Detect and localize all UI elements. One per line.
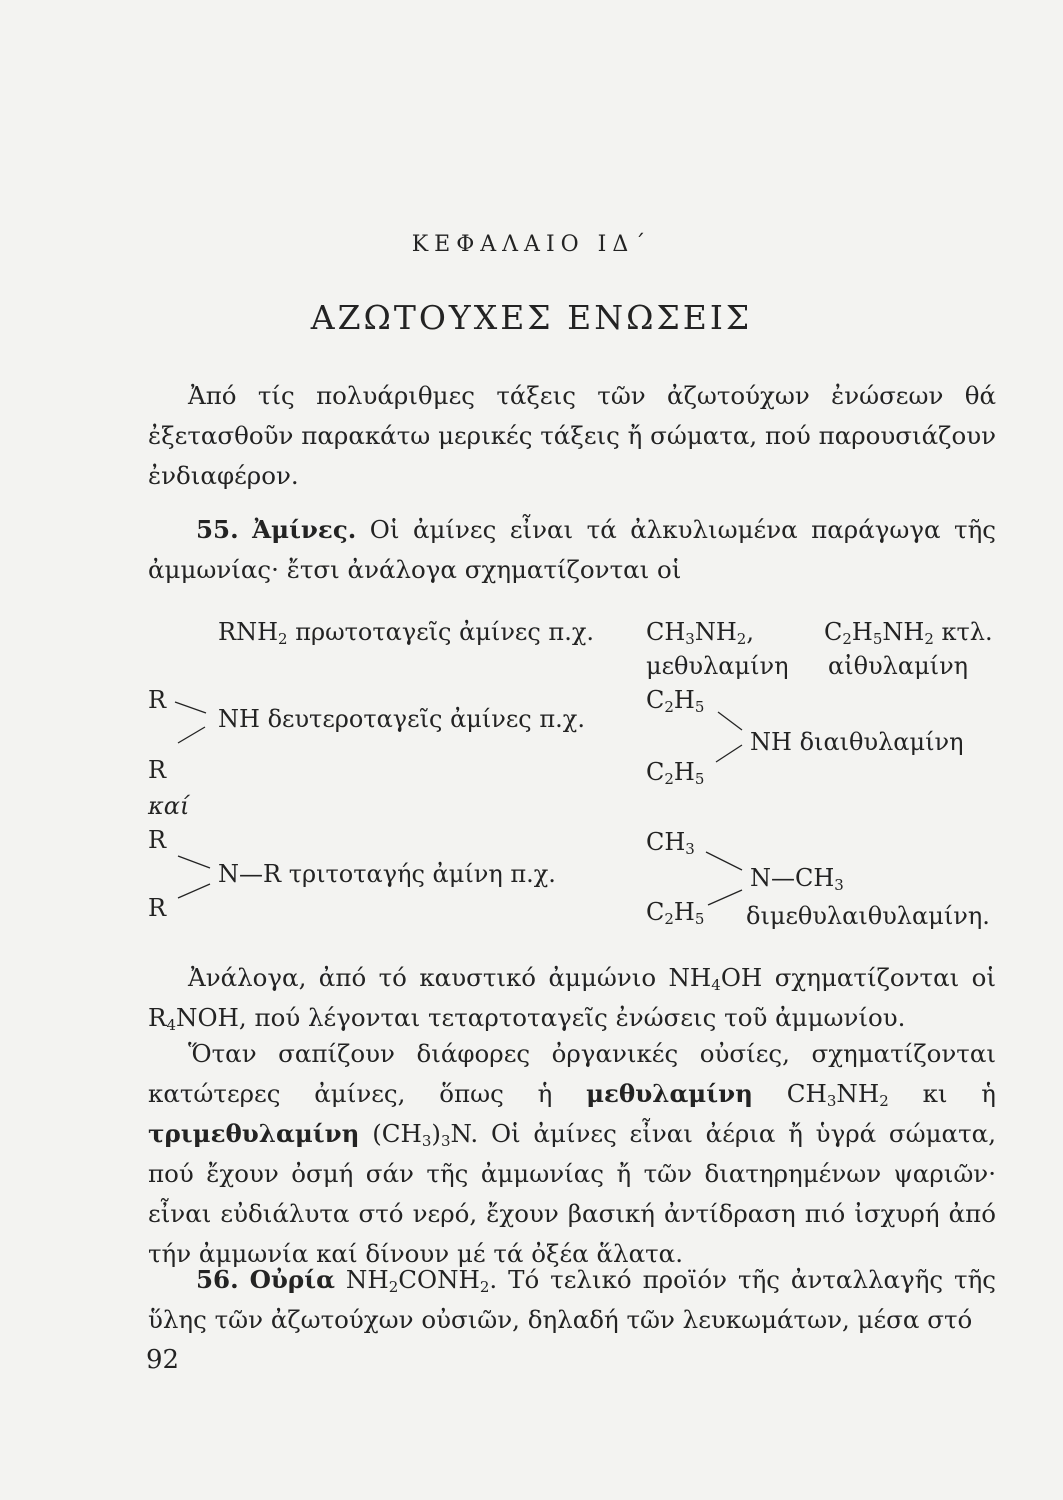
bond-line [706, 852, 742, 870]
page-number: 92 [146, 1345, 180, 1375]
quaternary-paragraph: Ἀνάλογα, ἀπό τό καυστικό ἀμμώνιο $NH_4OH$ σχηματίζονται οἱ $R_4NOH$, πού λέγονται τεταρτοταγεῖς ἐνώσεις τοῦ ἀμμωνίου. [148, 963, 996, 1034]
bond-line [178, 856, 210, 868]
methylamine-name: μεθυλαμίνη [646, 652, 789, 680]
section-55-number: 55. [196, 515, 239, 544]
primary-amine-formula: $RNH_2$ πρωτοταγεῖς ἀμίνες π.χ. [218, 618, 594, 648]
bond-line [178, 727, 205, 743]
and-word: καί [148, 792, 190, 820]
putrefaction-paragraph: Ὅταν σαπίζουν διάφορες ὀργανικές οὐσίες, σχηματίζονται κατώτερες ἀμίνες, ὅπως ἡ μεθυλαμίνη $CH_3NH_2$ κι ἡ τριμεθυλαμίνη $(CH_3)_3N$. Οἱ ἀμίνες εἶναι ἀέρια ἤ ὑγρά σώματα, πού ἔχουν ὀσμή σάν τῆς ἀμμωνίας ἤ τῶν διατηρημένων ψαριῶν· εἶναι εὐδιάλυτα στό νερό, ἔχουν βασική ἀντίδραση πιό ἰσχυρή ἀπό τήν ἀμμωνία καί δίνουν μέ τά ὀξέα ἅλατα. [148, 1039, 996, 1268]
dmea-bottom-group: $C_2H_5$ [646, 898, 705, 928]
diethylamine-bottom-group: $C_2H_5$ [646, 758, 705, 788]
bond-line [716, 745, 742, 762]
secondary-amine-general: NH δευτεροταγεῖς ἀμίνες π.χ. [218, 705, 585, 733]
section-55-heading: Ἀμίνες. [252, 515, 357, 544]
dmea-name: διμεθυλαιθυλαμίνη. [746, 902, 990, 930]
intro-paragraph: Ἀπό τίς πολυάριθμες τάξεις τῶν ἀζωτούχων ἐνώσεων θά ἐξετασθοῦν παρακάτω μερικές τάξεις ἤ σώματα, πού παρουσιάζουν ἐνδιαφέρον. [148, 381, 996, 490]
methylamine-term: μεθυλαμίνη [586, 1079, 753, 1108]
ethylamine-name: αἰθυλαμίνη [828, 652, 969, 680]
ethylamine-formula: $C_2H_5NH_2$ κτλ. [824, 618, 993, 648]
tertiary-amine-label: τριτοταγής ἀμίνη π.χ. [288, 860, 556, 888]
dmea-top-group: $CH_3$ [646, 828, 695, 858]
dmea-center: $N—CH_3$ [750, 864, 844, 894]
chapter-label: ΚΕΦΑΛΑΙΟ ΙΔ΄ [411, 232, 652, 257]
bond-line [708, 890, 742, 905]
secondary-amine-label: δευτεροταγεῖς ἀμίνες π.χ. [267, 705, 585, 733]
secondary-r-top: R [148, 686, 167, 714]
diethylamine-name: διαιθυλαμίνη [799, 728, 964, 756]
section-56-paragraph: 56. Οὐρία $NH_2CONH_2$. Τό τελικό προϊόν τῆς ἀνταλλαγῆς τῆς ὕλης τῶν ἀζωτούχων οὐσιῶν, δηλαδή τῶν λευκωμάτων, μέσα στό [148, 1265, 996, 1334]
bond-line [718, 712, 742, 730]
tertiary-amine-general: N—R τριτοταγής ἀμίνη π.χ. [218, 860, 556, 888]
secondary-r-bottom: R [148, 756, 167, 784]
section-56-heading: Οὐρία [249, 1265, 335, 1294]
section-55-paragraph: 55. Ἀμίνες. Οἱ ἀμίνες εἶναι τά ἀλκυλιωμένα παράγωγα τῆς ἀμμωνίας· ἔτσι ἀνάλογα σχηματίζονται οἱ [148, 515, 997, 584]
bond-line [175, 702, 206, 713]
methylamine-formula: $CH_3NH_2$, [646, 618, 754, 648]
diethylamine-top-group: $C_2H_5$ [646, 686, 705, 716]
etc-text: κτλ. [941, 618, 993, 646]
diethylamine-formula: NH διαιθυλαμίνη [750, 728, 964, 756]
primary-amine-label: πρωτοταγεῖς ἀμίνες π.χ. [295, 618, 594, 646]
tertiary-r-bottom: R [148, 894, 167, 922]
tertiary-r-top: R [148, 826, 167, 854]
bond-line [178, 884, 210, 898]
section-56-number: 56. [196, 1265, 239, 1294]
trimethylamine-term: τριμεθυλαμίνη [148, 1119, 360, 1148]
chapter-title: ΑΖΩΤΟΥΧΕΣ ΕΝΩΣΕΙΣ [310, 298, 753, 337]
